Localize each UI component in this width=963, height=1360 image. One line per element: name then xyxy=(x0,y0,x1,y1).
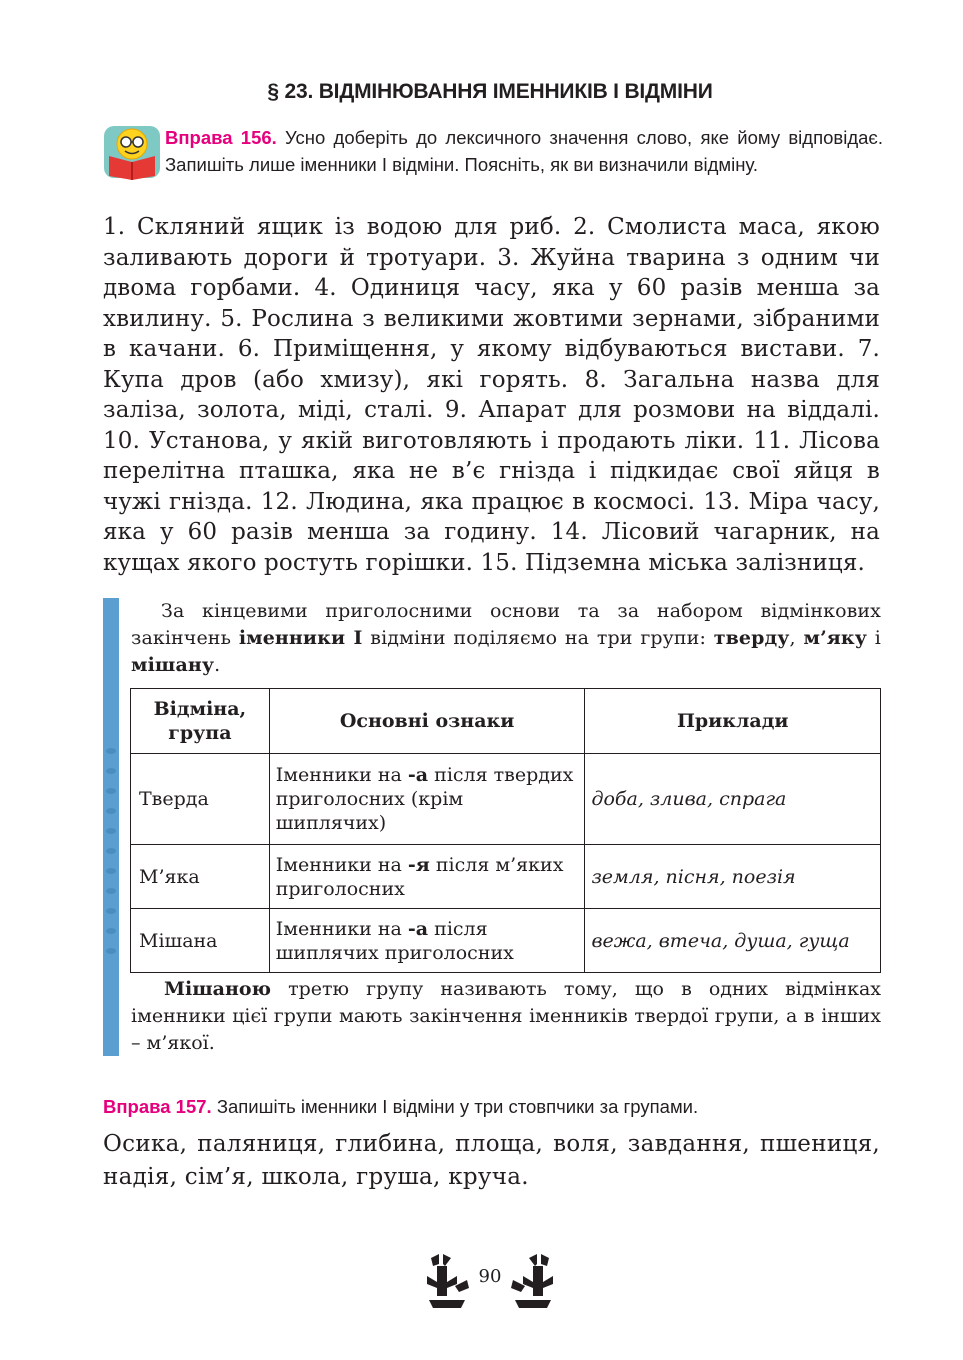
exercise-157-label: Вправа 157. xyxy=(103,1096,212,1117)
exercise-156-paragraph: 1. Скляний ящик із водою для риб. 2. Смолиста маса, якою заливають дороги й тротуари. 3. Жуйна тварина з одним чи двома горбами. 4. Одиниця часу, яка у 60 разів менша за хвилину. 5. Рослина з великими жовтими зернами, зібраними в качани. 6. Приміщення, у якому відбуваються вистави. 7. Купа дров (або хмизу), які горять. 8. Загальна назва для заліза, золота, міді, сталі. 9. Апарат для розмови на віддалі. 10. Установа, у якій виготовляють і продають ліки. 11. Лісова перелітна пташка, яка не в’є гнізда і підкидає свої яйця в чужі гнізда. 12. Людина, яка працює в космосі. 13. Міра часу, яка у 60 разів менша за годину. 14. Лісовий чагарник, на кущах якого ростуть горішки. 15. Підземна міська залізниця. xyxy=(103,214,880,576)
table-header-cell: Основні ознаки xyxy=(269,689,585,754)
folk-ornament-icon xyxy=(425,1252,471,1310)
table-cell-sign: Іменники на -а після твердих приголосних (крім шиплячих) xyxy=(269,754,585,845)
table-cell-examples: земля, пісня, поезія xyxy=(585,845,881,909)
exercise-157: Вправа 157. Запишіть іменники І відміни у три стовпчики за групами. xyxy=(103,1096,699,1117)
exercise-156 xyxy=(103,124,883,178)
exercise-156-label: Вправа 156. xyxy=(165,127,277,148)
folk-ornament-icon xyxy=(509,1252,555,1310)
exercise-157-words: Осика, паляниця, глибина, площа, воля, завдання, пшениця, надія, сім’я, школа, груша, круча. xyxy=(103,1131,880,1190)
table-cell-examples: вежа, втеча, душа, гуща xyxy=(585,909,881,973)
table-row xyxy=(131,909,881,973)
declension-table xyxy=(130,688,881,973)
exercise-156-text: Вправа 156. Усно доберіть до лексичного значення слово, яке йому відповідає. Запишіть лише іменники І відміни. Поясніть, як ви визначили відміну. xyxy=(165,127,883,175)
reading-smiley-icon xyxy=(103,124,161,180)
table-cell-group: Мішана xyxy=(131,909,270,973)
rule-intro: За кінцевими приголосними основи та за набором відмінкових закінчень іменники І відміни поділяємо на три групи: тверду, м’яку і мішану. xyxy=(131,600,881,676)
table-header-row xyxy=(131,689,881,754)
table-cell-examples: доба, злива, спрага xyxy=(585,754,881,845)
page-footer xyxy=(425,1252,555,1312)
table-cell-sign: Іменники на -а після шиплячих приголосних xyxy=(269,909,585,973)
page-number: 90 xyxy=(478,1266,502,1287)
table-cell-sign: Іменники на -я після м’яких приголосних xyxy=(269,845,585,909)
rule-conclusion: Мішаною третю групу називають тому, що в одних відмінках іменники цієї групи мають закінчення іменників твердої групи, а в інших – м’якої. xyxy=(131,978,881,1054)
table-cell-group: Тверда xyxy=(131,754,270,845)
rule-sidebar xyxy=(103,598,119,1056)
table-header-cell: Відміна, група xyxy=(131,689,270,754)
rule-box xyxy=(103,598,880,1056)
table-row xyxy=(131,754,881,845)
table-row xyxy=(131,845,881,909)
table-header-cell: Приклади xyxy=(585,689,881,754)
table-cell-group: М’яка xyxy=(131,845,270,909)
section-heading: § 23. ВІДМІНЮВАННЯ ІМЕННИКІВ І ВІДМІНИ xyxy=(267,80,713,103)
